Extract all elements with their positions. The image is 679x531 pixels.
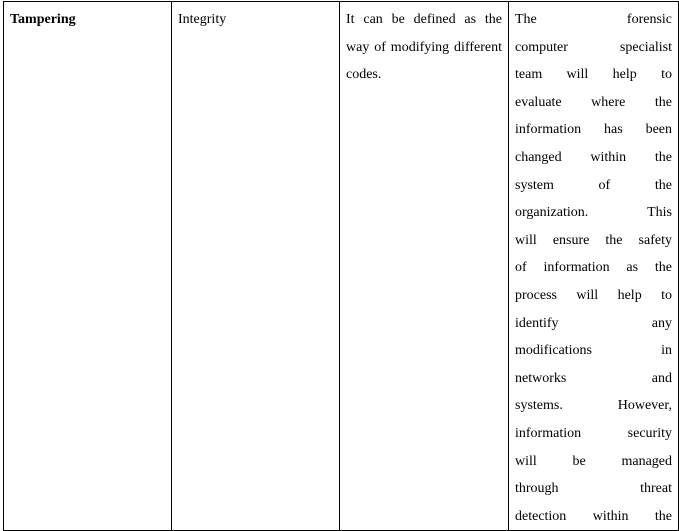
- mitigation-line: modifications in: [515, 343, 672, 359]
- mitigation-line: of information as the: [515, 260, 672, 276]
- mitigation-line: will be managed: [515, 453, 672, 469]
- property-cell: [172, 2, 340, 531]
- mitigation-line: organization. This: [515, 205, 672, 221]
- definition-text: It can be defined as the way of modifying different codes.: [346, 12, 502, 83]
- mitigation-line: information has been: [515, 122, 672, 138]
- table-row: [4, 2, 679, 531]
- mitigation-line: will ensure the safety: [515, 232, 672, 248]
- mitigation-line: team will help to: [515, 67, 672, 83]
- definition-cell: [340, 2, 509, 531]
- mitigation-line: evaluate where the: [515, 94, 672, 110]
- mitigation-line: detection within the: [515, 508, 672, 524]
- mitigation-line: computer specialist: [515, 39, 672, 55]
- mitigation-line: system of the: [515, 177, 672, 193]
- mitigation-line: The forensic: [515, 12, 672, 27]
- security-property: Integrity: [178, 12, 227, 27]
- mitigation-line: process will help to: [515, 287, 672, 303]
- mitigation-line: networks and: [515, 370, 672, 386]
- mitigation-line: changed within the: [515, 149, 672, 165]
- mitigation-line: information security: [515, 425, 672, 441]
- threat-name: Tampering: [10, 12, 76, 27]
- threat-table: [3, 1, 679, 531]
- threat-cell: [4, 2, 172, 531]
- mitigation-line: systems. However,: [515, 398, 672, 414]
- mitigation-line: identify any: [515, 315, 672, 331]
- mitigation-cell: [509, 2, 679, 531]
- mitigation-line: through threat: [515, 481, 672, 497]
